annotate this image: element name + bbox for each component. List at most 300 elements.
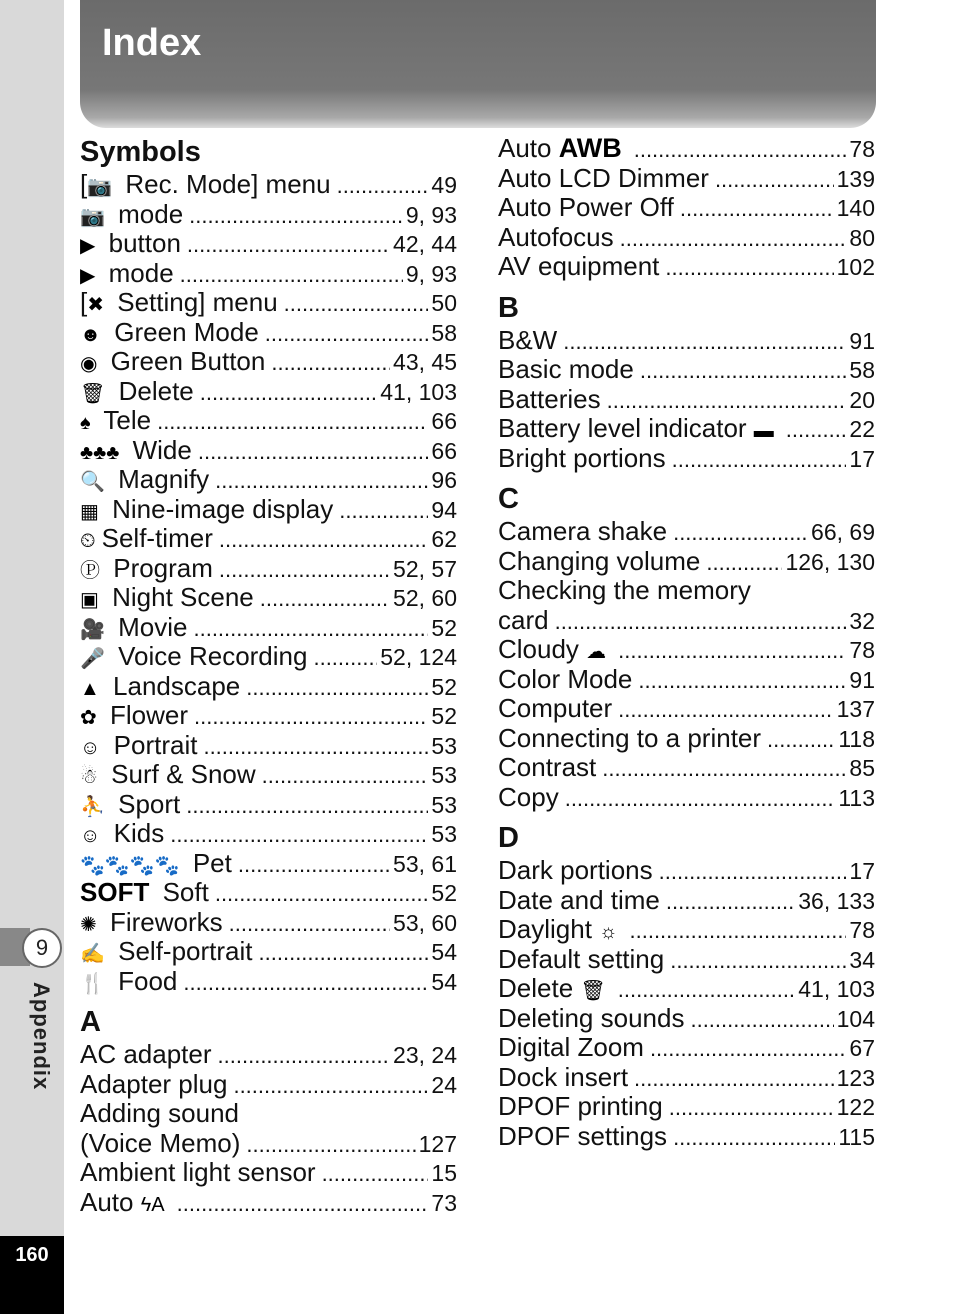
dot-leader — [786, 414, 847, 445]
section-gap — [498, 812, 875, 820]
entry-pages: 140 — [836, 195, 875, 221]
entry-label — [498, 1033, 644, 1063]
camera-icon: 📷 — [87, 176, 113, 198]
entry-pages: 122 — [836, 1094, 875, 1120]
entry-pages: 66, 69 — [811, 519, 875, 545]
index-entry — [498, 694, 875, 724]
dot-leader — [563, 326, 846, 357]
index-entry — [498, 1004, 875, 1034]
entry-pages: 41, 103 — [380, 378, 457, 405]
dot-leader — [322, 1158, 429, 1189]
entry-text: Food — [110, 965, 178, 996]
index-entry — [498, 164, 875, 194]
dot-leader — [634, 134, 847, 165]
awb-icon: AWB — [558, 133, 622, 163]
trash-icon: 🗑 — [80, 382, 106, 405]
entry-pages: 15 — [431, 1160, 457, 1186]
dot-leader — [665, 252, 833, 283]
daylight-icon: ☼ — [599, 921, 618, 943]
entry-label — [498, 856, 653, 886]
entry-pages: 50 — [431, 290, 457, 316]
dot-leader — [193, 613, 428, 644]
entry-pages: 52 — [431, 880, 457, 906]
dot-leader — [157, 406, 428, 437]
index-letter-heading: C — [498, 483, 519, 515]
dot-leader — [669, 1092, 834, 1123]
trash-icon: 🗑 — [580, 980, 606, 1002]
entry-pages: 54 — [431, 968, 457, 995]
entry-text: Magnify — [110, 464, 210, 494]
index-entry — [80, 701, 457, 731]
dot-leader — [673, 1122, 835, 1153]
dot-leader — [565, 783, 836, 814]
dot-leader — [246, 1129, 415, 1160]
index-entry — [498, 444, 875, 474]
entry-pages: 137 — [836, 696, 875, 722]
entry-text: Nine-image display — [104, 493, 334, 524]
entry-text: Rec. Mode] menu — [118, 169, 331, 199]
dot-leader — [640, 355, 847, 386]
dot-leader — [313, 642, 377, 673]
index-entry — [498, 1063, 875, 1093]
entry-pages: 58 — [849, 357, 875, 383]
entry-label — [498, 193, 674, 223]
entry-pages: 78 — [849, 637, 875, 663]
soft-icon: SOFT — [80, 877, 150, 907]
entry-text: Color Mode — [498, 663, 633, 694]
entry-text: Self-timer — [101, 523, 213, 553]
self-portrait-icon: ✍ — [80, 943, 105, 965]
playback-icon: ▶ — [80, 264, 96, 287]
entry-text: Delete — [498, 973, 581, 1003]
dot-leader — [607, 385, 847, 416]
entry-pages: 80 — [849, 224, 875, 251]
entry-text: button — [101, 228, 181, 258]
flower-icon: ✿ — [80, 707, 97, 729]
entry-pages: 66 — [431, 408, 457, 434]
entry-pages: 43, 45 — [393, 349, 457, 375]
entry-label — [498, 945, 664, 975]
dot-leader — [602, 753, 846, 784]
entry-text: Green Mode — [107, 316, 259, 347]
entry-label — [498, 753, 596, 783]
entry-label — [80, 967, 177, 1000]
entry-label — [80, 1099, 239, 1129]
entry-label — [498, 1004, 684, 1034]
index-entry — [498, 1092, 875, 1122]
entry-label — [80, 819, 164, 852]
landscape-icon: ▲ — [80, 677, 100, 700]
entry-text: Movie — [110, 611, 188, 642]
entry-label — [498, 576, 751, 606]
entry-text: Green Button — [103, 346, 266, 376]
entry-pages: 115 — [838, 1123, 875, 1150]
pet-icon: 🐾🐾🐾🐾 — [80, 854, 180, 877]
index-entry — [80, 819, 457, 849]
dot-leader — [271, 347, 390, 378]
wide-icon: ♣♣♣ — [80, 441, 120, 464]
index-entry — [498, 326, 875, 356]
night-scene-icon: ▣ — [80, 589, 99, 611]
index-entry — [498, 252, 875, 282]
entry-label — [498, 1092, 663, 1122]
entry-text: mode — [101, 257, 174, 288]
index-letter-heading: Symbols — [80, 136, 201, 168]
dot-leader — [659, 856, 847, 887]
entry-pages: 23, 24 — [393, 1042, 457, 1068]
index-entry — [80, 908, 457, 938]
dot-leader — [715, 164, 834, 195]
index-entry — [80, 436, 457, 466]
entry-label — [498, 326, 557, 356]
index-entry — [80, 1158, 457, 1188]
entry-pages: 123 — [836, 1064, 875, 1091]
index-entry — [80, 229, 457, 259]
entry-pages: 49 — [431, 172, 457, 198]
entry-pages: 34 — [849, 946, 875, 973]
index-entry — [80, 878, 457, 908]
dot-leader — [265, 318, 429, 349]
index-entry — [498, 724, 875, 754]
entry-label — [498, 223, 614, 253]
entry-pages: 53, 60 — [393, 909, 457, 936]
entry-text: Landscape — [105, 670, 241, 701]
dot-leader — [339, 495, 428, 526]
movie-icon: 🎥 — [80, 618, 105, 641]
sidebar — [0, 0, 64, 1314]
entry-pages: 104 — [836, 1005, 875, 1032]
camera-icon: 📷 — [80, 205, 105, 228]
dot-leader — [634, 1063, 834, 1094]
nine-image-icon: ▦ — [80, 500, 99, 523]
dot-leader — [238, 849, 390, 880]
entry-text: Self-portrait — [110, 936, 253, 966]
entry-pages: 53 — [431, 762, 457, 788]
section-gap — [498, 473, 875, 481]
index-entry — [498, 223, 875, 253]
entry-pages: 85 — [849, 755, 875, 781]
dot-leader — [259, 937, 429, 968]
entry-text: card — [498, 604, 549, 635]
index-entry — [80, 1040, 457, 1070]
dot-leader — [260, 583, 390, 614]
dot-leader — [337, 170, 429, 201]
dot-leader — [233, 1070, 428, 1101]
index-entry — [498, 1033, 875, 1063]
entry-pages: 127 — [418, 1130, 457, 1157]
dot-leader — [618, 694, 833, 725]
index-entry — [498, 1122, 875, 1152]
index-entry — [498, 576, 875, 606]
entry-text: Battery level indicator — [498, 413, 754, 443]
index-entry — [498, 635, 875, 665]
entry-text: Auto — [498, 133, 559, 163]
dot-leader — [187, 229, 390, 260]
dot-leader — [630, 915, 847, 946]
index-entry — [498, 783, 875, 813]
index-entry — [80, 937, 457, 967]
dot-leader — [666, 886, 795, 917]
entry-label — [498, 665, 632, 695]
dot-leader — [229, 908, 390, 939]
dot-leader — [673, 517, 808, 548]
entry-text: Dark portions — [498, 855, 653, 885]
entry-pages: 52 — [431, 703, 457, 729]
index-entry — [80, 495, 457, 525]
index-entry — [498, 753, 875, 783]
dot-leader — [215, 878, 429, 909]
index-entry — [498, 193, 875, 223]
bracket: [ — [80, 287, 88, 317]
entry-pages: 102 — [836, 254, 875, 280]
food-icon: 🍴 — [80, 972, 105, 995]
dot-leader — [194, 701, 428, 732]
index-entry — [498, 355, 875, 385]
entry-text: Autofocus — [498, 221, 614, 252]
index-column-left — [80, 134, 457, 1217]
playback-icon: ▶ — [80, 235, 96, 257]
dot-leader — [180, 259, 403, 290]
dot-leader — [650, 1033, 846, 1064]
index-entry — [498, 547, 875, 577]
entry-text: Camera shake — [498, 516, 668, 546]
entry-text: Digital Zoom — [498, 1032, 644, 1062]
tele-icon: ♠ — [80, 412, 91, 434]
entry-pages: 58 — [431, 319, 457, 346]
entry-pages: 53 — [431, 732, 457, 759]
index-entry — [80, 731, 457, 761]
entry-text: Copy — [498, 781, 559, 812]
index-entry — [80, 583, 457, 613]
sport-icon: ⛹ — [80, 795, 105, 818]
entry-text: Delete — [111, 375, 194, 406]
entry-pages: 24 — [431, 1071, 457, 1098]
index-entry — [80, 524, 457, 554]
entry-pages: 17 — [849, 858, 875, 884]
index-entry — [498, 856, 875, 886]
dot-leader — [198, 436, 429, 467]
entry-label — [498, 694, 612, 724]
entry-label — [80, 1188, 171, 1221]
index-entry — [80, 790, 457, 820]
entry-text: Fireworks — [102, 906, 223, 937]
entry-label — [498, 1122, 667, 1152]
dot-leader — [706, 547, 782, 578]
index-entry — [80, 849, 457, 879]
index-column-right — [498, 134, 875, 1151]
kids-icon: ☺ — [80, 825, 101, 847]
auto-flash-icon: ϟA — [140, 1193, 165, 1216]
entry-text: Ambient light sensor — [80, 1157, 316, 1187]
entry-text: Basic mode — [498, 354, 634, 384]
entry-text: Kids — [106, 818, 165, 848]
entry-text: Tele — [96, 405, 152, 435]
entry-pages: 52 — [431, 673, 457, 700]
program-icon: Ⓟ — [80, 559, 100, 582]
dot-leader — [215, 465, 428, 496]
index-entry — [498, 665, 875, 695]
magnify-icon: 🔍 — [80, 471, 105, 493]
green-button-icon: ◉ — [80, 353, 98, 375]
dot-leader — [618, 974, 795, 1005]
entry-text: Pet — [185, 847, 232, 878]
entry-pages: 32 — [849, 607, 875, 634]
entry-text: mode — [110, 198, 184, 229]
entry-text: Default setting — [498, 943, 665, 974]
entry-pages: 94 — [431, 496, 457, 523]
entry-text: Adapter plug — [80, 1068, 228, 1099]
index-entry — [498, 517, 875, 547]
entry-pages: 53 — [431, 791, 457, 818]
entry-label — [498, 385, 601, 415]
section-gap — [498, 282, 875, 290]
header-banner — [80, 0, 876, 128]
entry-text: AC adapter — [80, 1039, 212, 1069]
green-mode-icon: ☻ — [80, 323, 102, 346]
index-entry — [498, 974, 875, 1004]
entry-pages: 91 — [849, 666, 875, 693]
entry-pages: 9, 93 — [405, 201, 457, 228]
entry-label — [498, 606, 549, 636]
dot-leader — [262, 760, 429, 791]
entry-pages: 36, 133 — [798, 887, 875, 914]
entry-text: Setting] menu — [110, 287, 278, 317]
entry-label — [498, 164, 709, 194]
entry-pages: 139 — [836, 165, 875, 192]
index-entry — [80, 377, 457, 407]
index-entry — [80, 465, 457, 495]
entry-text: DPOF settings — [498, 1120, 668, 1151]
entry-text: Auto — [80, 1186, 141, 1217]
surf-snow-icon: ☃ — [80, 766, 98, 788]
index-entry — [80, 200, 457, 230]
entry-pages: 52, 57 — [393, 555, 457, 582]
cloudy-icon: ☁ — [586, 641, 607, 663]
dot-leader — [620, 223, 847, 254]
index-entry — [498, 886, 875, 916]
dot-leader — [186, 790, 428, 821]
index-entry — [498, 945, 875, 975]
fireworks-icon: ✺ — [80, 913, 97, 936]
entry-label — [80, 1129, 240, 1159]
entry-label — [80, 1040, 212, 1070]
dot-leader — [555, 606, 847, 637]
page-title: Index — [102, 22, 202, 64]
entry-pages: 22 — [849, 416, 875, 442]
entry-pages: 118 — [838, 725, 875, 752]
index-entry — [80, 1070, 457, 1100]
dot-leader — [284, 288, 429, 319]
entry-label — [498, 783, 559, 813]
index-entry — [80, 170, 457, 200]
dot-leader — [183, 967, 428, 998]
entry-pages: 53, 61 — [393, 850, 457, 877]
entry-pages: 91 — [849, 327, 875, 354]
dot-leader — [672, 444, 847, 475]
dot-leader — [690, 1004, 833, 1035]
index-entry — [80, 1129, 457, 1159]
entry-text: Dock insert — [498, 1061, 629, 1092]
entry-pages: 96 — [431, 467, 457, 493]
dot-leader — [203, 731, 428, 762]
dot-leader — [218, 1040, 391, 1071]
entry-text: Flower — [102, 700, 189, 730]
index-entry — [80, 1188, 457, 1218]
index-entry — [80, 967, 457, 997]
entry-text: Surf & Snow — [103, 759, 256, 789]
dot-leader — [189, 200, 403, 231]
entry-text: Contrast — [498, 752, 597, 782]
entry-pages: 126, 130 — [785, 548, 875, 575]
entry-pages: 78 — [849, 136, 875, 162]
entry-pages: 66 — [431, 437, 457, 464]
page-number: 160 — [15, 1244, 49, 1266]
dot-leader — [680, 193, 834, 224]
index-letter-heading: A — [80, 1006, 101, 1038]
entry-pages: 41, 103 — [798, 976, 875, 1002]
entry-label — [498, 724, 761, 754]
index-entry — [80, 318, 457, 348]
entry-text: (Voice Memo) — [80, 1127, 241, 1158]
index-entry — [80, 760, 457, 790]
entry-pages: 52, 60 — [393, 585, 457, 611]
entry-pages: 73 — [431, 1189, 457, 1216]
entry-label — [498, 444, 666, 474]
dot-leader — [219, 554, 390, 585]
entry-pages: 52 — [431, 614, 457, 641]
entry-label — [498, 252, 659, 282]
entry-pages: 62 — [431, 526, 457, 552]
index-entry — [80, 554, 457, 584]
entry-text: Daylight — [498, 914, 600, 944]
entry-text: Connecting to a printer — [498, 722, 762, 753]
entry-text: Soft — [155, 877, 209, 907]
portrait-icon: ☺ — [80, 736, 101, 759]
chapter-number: 9 — [22, 928, 62, 968]
entry-text: B&W — [498, 324, 558, 355]
index-entry — [498, 385, 875, 415]
index-entry — [80, 288, 457, 318]
dot-leader — [170, 819, 428, 850]
entry-label — [80, 1158, 316, 1188]
entry-text: Checking the memory — [498, 575, 751, 605]
entry-text: Deleting sounds — [498, 1002, 685, 1033]
dot-leader — [670, 945, 846, 976]
index-entry — [498, 915, 875, 945]
entry-text: Sport — [110, 788, 181, 819]
entry-label — [80, 878, 209, 908]
index-entry — [498, 414, 875, 444]
entry-text: DPOF printing — [498, 1091, 663, 1121]
microphone-icon: 🎤 — [80, 648, 105, 670]
wrench-icon: ✖ — [87, 294, 104, 316]
dot-leader — [200, 377, 377, 408]
entry-text: Changing volume — [498, 545, 701, 576]
entry-text: Bright portions — [498, 442, 666, 473]
index-entry — [80, 259, 457, 289]
dot-leader — [177, 1188, 429, 1219]
index-entry — [80, 642, 457, 672]
entry-label — [498, 547, 700, 577]
dot-leader — [246, 672, 428, 703]
self-timer-icon: ⏲ — [80, 530, 96, 552]
entry-text: Computer — [498, 693, 613, 723]
index-letter-heading: D — [498, 822, 519, 854]
entry-pages: 9, 93 — [405, 260, 457, 287]
dot-leader — [767, 724, 835, 755]
index-entry — [80, 347, 457, 377]
entry-text: Night Scene — [104, 582, 254, 612]
